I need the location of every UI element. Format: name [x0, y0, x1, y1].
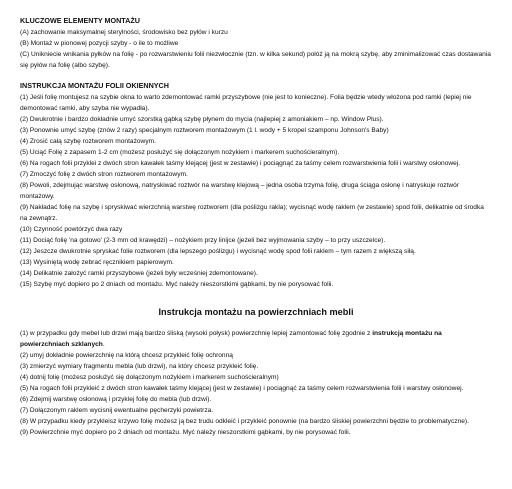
- furniture-step-text: (1) w przypadku gdy mebel lub drzwi mają bardzo śliską (wysoki połysk) powierzchnię lepiej zamontować folię zgodnie z: [20, 330, 373, 337]
- furniture-step: (8) W przypadku kiedy przykleisz krzywo folię możesz ją bez trudu odkleić i przykleić ponownie (na bardzo śliskiej powierzchni będzie to problematyczne).: [20, 418, 469, 425]
- instruction-step: (11) Dociąć folię 'na gotowo' (2-3 mm od krawędzi) – nożykiem przy linijce (jeżeli bez wyjmowania szyby – to przy uszczelce).: [20, 237, 386, 244]
- furniture-step: (4) dotnij folię (możesz posłużyć się dołączonym nożykiem i markerem suchościeralnym): [20, 374, 279, 381]
- furniture-step: [20, 328, 492, 350]
- instruction-step: (14) Delikatnie założyć ramki przyszybowe (jeżeli były wcześniej zdemontowane).: [20, 270, 258, 277]
- furniture-step: (6) Zdejmij warstwę osłonową i przyklej folię do mebla (lub drzwi).: [20, 396, 212, 403]
- furniture-step: (2) umyj dokładnie powierzchnię na którą chcesz przykleić folię ochronną: [20, 352, 233, 359]
- instruction-step: (1) Jeśli folię montujesz na szybie okna to warto zdemontować ramki przyszybowe (nie jest to konieczne). Folia będzie wtedy włożona pod ramki (lepiej nie demontować ramki, aby szyba nie wypadła).: [20, 94, 472, 112]
- instruction-step: (9) Nakładać folię na szybę i spryskiwać wierzchnią warstwę roztworem (dla poślizgu rakla); wycisnąć wodę raklem (w zestawie) spod folii, delikatnie od środka na zewnątrz.: [20, 204, 484, 222]
- instruction-step: (5) Uciąć Folię z zapasem 1-2 cm (możesz posłużyć się dołączonym nożykiem i markerem suchościeralnym).: [20, 149, 340, 156]
- instruction-step: (2) Dwukrotnie i bardzo dokładnie umyć szorstką gąbką szybę płynem do mycia (najlepiej z amoniakiem – np. Window Plus).: [20, 116, 384, 123]
- instruction-step: (10) Czynność powtórzyć dwa razy: [20, 226, 123, 233]
- furniture-step: (7) Dołączonym raklem wycisnij ewentualne pęcherzyki powietrza.: [20, 407, 214, 414]
- furniture-instructions-title: Instrukcja montażu na powierzchniach mebli: [158, 307, 354, 317]
- instruction-step: (15) Szybę myć dopiero po 2 dniach od montażu. Myć należy nieszorstkimi gąbkami, by nie porysować folii.: [20, 281, 334, 288]
- key-elements-heading: KLUCZOWE ELEMENTY MONTAŻU: [20, 16, 140, 25]
- instruction-step: (13) Wysiniętą wodę zebrać ręcznikiem papierowym.: [20, 259, 174, 266]
- glass-instructions-reference: instrukcją montażu na powierzchniach szklanych: [20, 330, 442, 348]
- key-element-item: (A) zachowanie maksymalnej sterylności, środowisko bez pyłów i kurzu: [20, 29, 228, 36]
- instruction-step: (8) Powoli, zdejmując warstwę osłonową, natryskiwać roztwór na warstwę klejową – jedna osoba trzyma folię, druga ściąga osłonę i natryskuje roztwór montażowy.: [20, 182, 460, 200]
- key-element-item: (B) Montaż w pionowej pozycji szyby - o ile to możliwe: [20, 40, 179, 47]
- instruction-step: (4) Zrosić całą szybę roztworem montażowym.: [20, 138, 156, 145]
- furniture-instructions-section: [20, 306, 492, 438]
- instruction-step: (6) Na rogach folii przyklei z dwóch stron kawałek taśmy klejącej (jest w zestawie) i pociągnąć za taśmy celem rozwarstwienia folii i warstwy osłonowej.: [20, 160, 461, 167]
- instruction-step: (7) Zmoczyć folię z dwóch stron roztworem montażowym.: [20, 171, 188, 178]
- key-elements-section: [20, 16, 492, 71]
- instruction-step: (12) Jeszcze dwukrotnie spryskać folie roztworem (dla lepszego poślizgu) i wycisnąć wodę spod folii raklem – tym razem z większą siłą.: [20, 248, 416, 255]
- furniture-step: (5) Na rogach folii przykleić z dwóch stron kawałek taśmy klejącej (jest w zestawie) i pociągnąć za taśmy celem rozwarstwienia folii i warstwy osłonowej.: [20, 385, 464, 392]
- instruction-step: (3) Ponownie umyć szybę (znów 2 razy) specjalnym roztworem montażowym (1 l. wody + 5 kropel szamponu Johnson's Baby): [20, 127, 389, 134]
- furniture-step-text: .: [102, 341, 105, 348]
- window-instructions-heading: INSTRUKCJA MONTAŻU FOLII OKIENNYCH: [20, 81, 169, 90]
- key-element-item: (C) Unikniecie wnikania pyłków na folię - po rozwarstwieniu folii niezwłocznie (tzn. w kilka sekund) połóż ją na mokrą szybę, aby zminimalizować czas dostawania się pyłów na folię (albo szybę).: [20, 51, 491, 69]
- furniture-step: (3) zmierzyć wymiary fragmentu mebla (lub drzwi), na który chcesz przykleić folię.: [20, 363, 259, 370]
- furniture-step: (9) Powierzchnie myć dopiero po 2 dniach od montażu. Myć należy nieszorstkimi gąbkami, by nie porysować folii.: [20, 429, 351, 436]
- window-film-instructions-section: [20, 81, 492, 290]
